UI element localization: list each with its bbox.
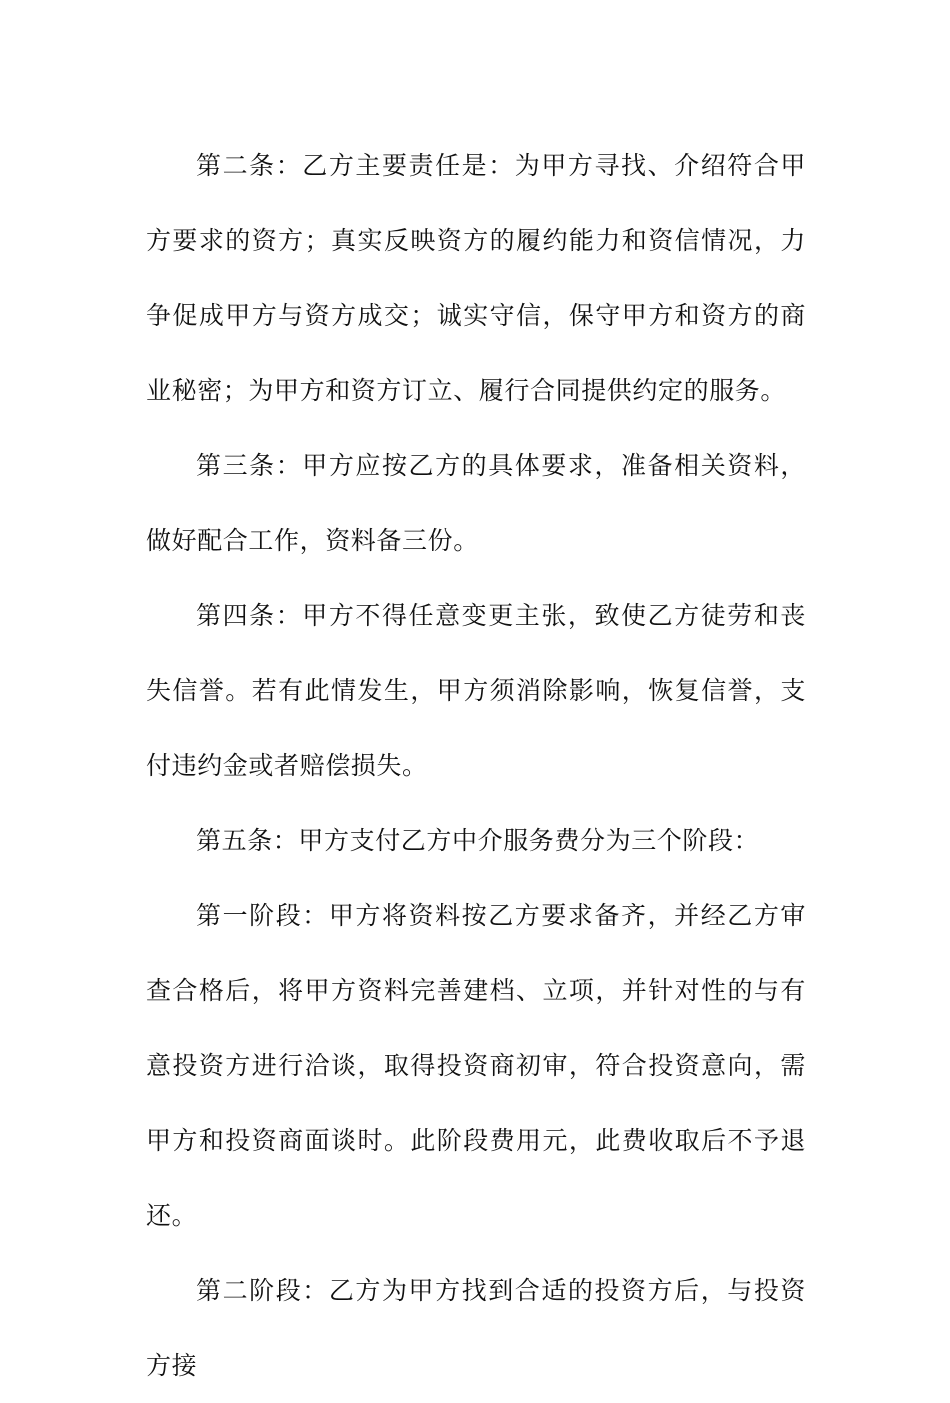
clause-5-paragraph: 第五条：甲方支付乙方中介服务费分为三个阶段： [196,826,760,855]
clause-2-paragraph: 第二条：乙方主要责任是：为甲方寻找、介绍符合甲方要求的资方；真实反映资方的履约能力和资信情况，力争促成甲方与资方成交；诚实守信，保守甲方和资方的商业秘密；为甲方和资方订立、履行合同提供约定的服务。 [146,151,806,405]
document-body [146,128,806,1403]
stage-1-paragraph: 第一阶段：甲方将资料按乙方要求备齐，并经乙方审查合格后，将甲方资料完善建档、立项，并针对性的与有意投资方进行洽谈，取得投资商初审，符合投资意向，需甲方和投资商面谈时。此阶段费用元，此费收取后不予退还。 [146,901,806,1230]
clause-3-paragraph: 第三条：甲方应按乙方的具体要求，准备相关资料，做好配合工作，资料备三份。 [146,451,806,555]
stage-2-paragraph: 第二阶段：乙方为甲方找到合适的投资方后，与投资方接 [146,1276,806,1380]
clause-4-paragraph: 第四条：甲方不得任意变更主张，致使乙方徒劳和丧失信誉。若有此情发生，甲方须消除影响，恢复信誉，支付违约金或者赔偿损失。 [146,601,806,780]
